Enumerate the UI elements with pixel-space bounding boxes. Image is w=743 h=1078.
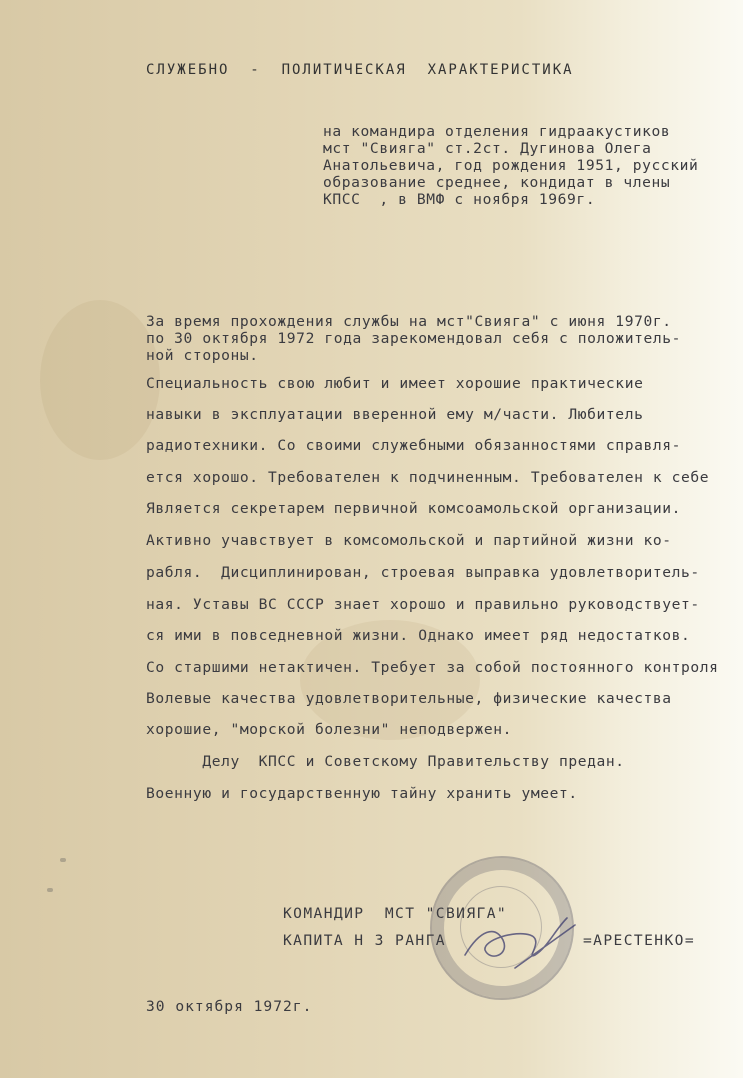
paper-mark <box>60 858 66 862</box>
header-line: КПСС , в ВМФ с ноября 1969г. <box>323 191 596 208</box>
body-line: Военную и государственную тайну хранить умеет. <box>146 785 578 802</box>
header-line: образование среднее, кондидат в члены <box>323 174 671 191</box>
intro-line: ной стороны. <box>146 347 259 364</box>
body-line: Делу КПСС и Советскому Правительству предан. <box>146 753 625 770</box>
paper-stain <box>40 300 160 460</box>
body-line: Активно учавствует в комсомольской и партийной жизни ко- <box>146 532 672 549</box>
header-line: на командира отделения гидраакустиков <box>323 123 671 140</box>
document-date: 30 октября 1972г. <box>146 998 313 1015</box>
body-line: навыки в эксплуатации вверенной ему м/части. Любитель <box>146 406 644 423</box>
body-line: рабля. Дисциплинирован, строевая выправка удовлетворитель- <box>146 564 700 581</box>
intro-line: За время прохождения службы на мст"Свияга" с июня 1970г. <box>146 313 672 330</box>
body-line: ется хорошо. Требователен к подчиненным. Требователен к себе <box>146 469 710 486</box>
signer-rank: КАПИТА Н 3 РАНГА <box>283 932 446 949</box>
body-line: Волевые качества удовлетворительные, физические качества <box>146 690 672 707</box>
intro-line: по 30 октября 1972 года зарекомендовал себя с положитель- <box>146 330 682 347</box>
body-line: Специальность свою любит и имеет хорошие практические <box>146 375 644 392</box>
body-line: Со старшими нетактичен. Требует за собой постоянного контроля <box>146 659 719 676</box>
body-line: Является секретарем первичной комсоамольской организации. <box>146 500 682 517</box>
header-line: мст "Свияга" ст.2ст. Дугинова Олега <box>323 140 652 157</box>
header-line: Анатольевича, год рождения 1951, русский <box>323 157 699 174</box>
paper-mark <box>47 888 53 892</box>
signer-name: =АРЕСТЕНКО= <box>583 932 696 949</box>
body-line: ся ими в повседневной жизни. Однако имеет ряд недостатков. <box>146 627 691 644</box>
body-line: ная. Уставы ВС СССР знает хорошо и правильно руководствует- <box>146 596 700 613</box>
document-title: СЛУЖЕБНО - ПОЛИТИЧЕСКАЯ ХАРАКТЕРИСТИКА <box>146 62 574 78</box>
body-line: хорошие, "морской болезни" неподвержен. <box>146 721 513 738</box>
body-line: радиотехники. Со своими служебными обязанностями справля- <box>146 437 682 454</box>
signer-position: КОМАНДИР МСТ "СВИЯГА" <box>283 905 508 922</box>
